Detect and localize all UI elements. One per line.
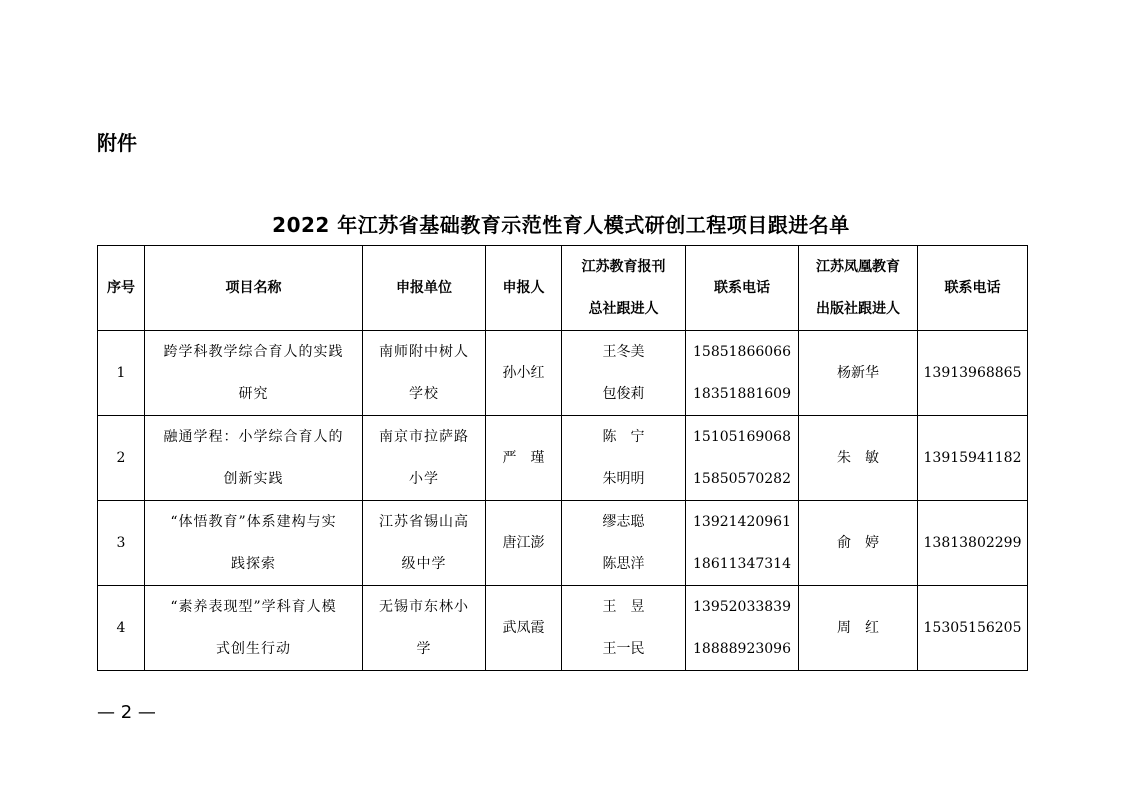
cell-project-line2: 研究 — [238, 386, 269, 402]
cell-fh-phone: 13915941182 — [918, 416, 1028, 501]
header-fh-line2: 出版社跟进人 — [816, 301, 900, 317]
cell-js-phone — [686, 331, 799, 416]
follow-up-table — [97, 245, 1028, 671]
cell-js-person-1: 王冬美 — [602, 344, 645, 360]
cell-project — [145, 331, 363, 416]
table-row — [98, 501, 1028, 586]
cell-fh-person: 杨新华 — [799, 331, 918, 416]
cell-project — [145, 416, 363, 501]
cell-js-phone-2: 18888923096 — [693, 641, 791, 657]
cell-fh-person: 周 红 — [799, 586, 918, 671]
table-row — [98, 331, 1028, 416]
cell-js-phone-2: 15850570282 — [693, 471, 791, 487]
document-title: 2022 年江苏省基础教育示范性育人模式研创工程项目跟进名单 — [272, 213, 850, 237]
cell-js-phone-2: 18611347314 — [693, 556, 791, 572]
cell-unit-line2: 学 — [416, 641, 432, 657]
page-number: — 2 — — [97, 702, 156, 723]
attachment-label: 附件 — [97, 131, 137, 155]
cell-js-follower — [562, 586, 686, 671]
cell-fh-phone: 13913968865 — [918, 331, 1028, 416]
header-phone-2: 联系电话 — [918, 246, 1028, 331]
header-unit: 申报单位 — [363, 246, 486, 331]
cell-js-person-1: 陈 宁 — [602, 429, 645, 445]
cell-js-person-2: 陈思洋 — [602, 556, 645, 572]
cell-project-line1: “体悟教育”体系建构与实 — [170, 514, 337, 530]
cell-js-phone — [686, 501, 799, 586]
header-phone-1: 联系电话 — [686, 246, 799, 331]
cell-js-person-1: 王 昱 — [602, 599, 645, 615]
header-fh-follower — [799, 246, 918, 331]
cell-project-line2: 式创生行动 — [216, 641, 291, 657]
cell-applicant: 孙小红 — [486, 331, 562, 416]
table-row — [98, 586, 1028, 671]
cell-project-line1: 融通学程：小学综合育人的 — [163, 429, 344, 445]
cell-seq: 3 — [98, 501, 145, 586]
cell-seq: 1 — [98, 331, 145, 416]
cell-fh-person: 朱 敏 — [799, 416, 918, 501]
cell-fh-person: 俞 婷 — [799, 501, 918, 586]
cell-project-line1: 跨学科教学综合育人的实践 — [163, 344, 344, 360]
cell-js-phone-2: 18351881609 — [693, 386, 791, 402]
header-fh-line1: 江苏凤凰教育 — [816, 259, 900, 275]
header-js-edu-line1: 江苏教育报刊 — [581, 259, 666, 275]
cell-js-phone-1: 15105169068 — [693, 429, 791, 445]
cell-project — [145, 586, 363, 671]
cell-applicant: 唐江澎 — [486, 501, 562, 586]
cell-unit-line2: 级中学 — [401, 556, 447, 572]
cell-applicant: 武凤霞 — [486, 586, 562, 671]
cell-js-follower — [562, 501, 686, 586]
cell-unit — [363, 501, 486, 586]
cell-js-person-1: 缪志聪 — [602, 514, 645, 530]
cell-js-phone — [686, 586, 799, 671]
cell-js-person-2: 王一民 — [602, 641, 645, 657]
cell-unit-line1: 南京市拉萨路 — [379, 429, 469, 445]
table-header-row — [98, 246, 1028, 331]
cell-js-phone — [686, 416, 799, 501]
cell-project-line2: 创新实践 — [223, 471, 284, 487]
header-js-edu-line2: 总社跟进人 — [588, 301, 659, 317]
cell-seq: 2 — [98, 416, 145, 501]
cell-js-phone-1: 13921420961 — [693, 514, 791, 530]
cell-unit — [363, 331, 486, 416]
header-applicant: 申报人 — [486, 246, 562, 331]
header-js-edu-follower — [562, 246, 686, 331]
cell-fh-phone: 13813802299 — [918, 501, 1028, 586]
cell-unit-line1: 江苏省锡山高 — [379, 514, 469, 530]
cell-fh-phone: 15305156205 — [918, 586, 1028, 671]
cell-js-person-2: 包俊莉 — [602, 386, 645, 402]
header-project: 项目名称 — [145, 246, 363, 331]
cell-unit-line1: 无锡市东林小 — [379, 599, 469, 615]
table-row — [98, 416, 1028, 501]
cell-js-follower — [562, 331, 686, 416]
cell-js-follower — [562, 416, 686, 501]
cell-unit-line2: 学校 — [409, 386, 439, 402]
cell-seq: 4 — [98, 586, 145, 671]
cell-unit — [363, 416, 486, 501]
cell-project-line1: “素养表现型”学科育人模 — [170, 599, 337, 615]
cell-applicant: 严 瑾 — [486, 416, 562, 501]
cell-unit — [363, 586, 486, 671]
cell-project — [145, 501, 363, 586]
cell-js-phone-1: 13952033839 — [693, 599, 791, 615]
cell-unit-line1: 南师附中树人 — [379, 344, 469, 360]
cell-unit-line2: 小学 — [409, 471, 439, 487]
cell-js-person-2: 朱明明 — [602, 471, 645, 487]
header-seq: 序号 — [98, 246, 145, 331]
cell-project-line2: 践探索 — [231, 556, 276, 572]
cell-js-phone-1: 15851866066 — [693, 344, 791, 360]
